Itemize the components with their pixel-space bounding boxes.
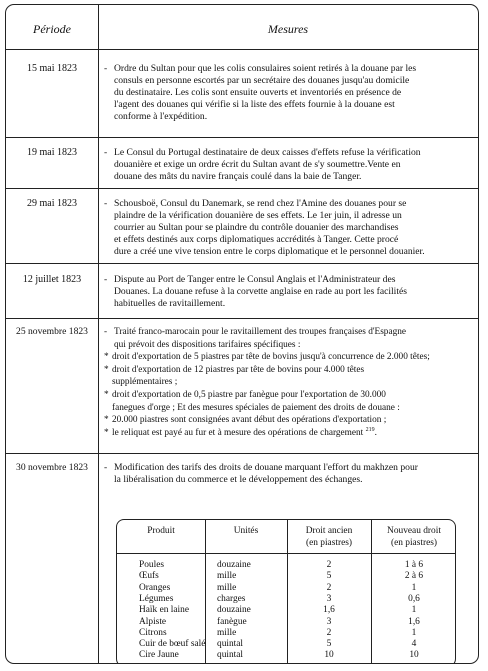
period-cell: 30 novembre 1823 [16,462,88,473]
tariff-new-duty: 2 à 6 [404,571,424,582]
measure-cell: - Ordre du Sultan pour que les colis consulaires soient retirés à la douane par les consuls en personne escortés par un secrétaire des douanes jusqu'au domicile du destinataire. Les colis sont ensuite ouverts et inventoriés en présence de l'agent des douanes qui vérifie si la liste des effets fournie à la douane est conforme à l'expédition. [104,63,417,123]
tariff-old-duty: 3 [326,616,332,627]
tariff-unit: mille [217,582,237,593]
tariff-old-duty: 2 [326,560,332,570]
period-cell: 25 novembre 1823 [16,326,88,337]
tariff-unit: quintal [217,650,244,661]
table-header-row [6,5,478,50]
tariff-unit: mille [217,627,237,638]
table-row [6,137,478,189]
period-cell: 19 mai 1823 [27,147,77,158]
measure-cell: - Traité franco-marocain pour le ravitaillement des troupes françaises d'Espagne qui prévoit des dispositions tarifaires spécifiques : * droit d'exportation de 5 piastres par tête de bovins jusqu'à concurrence de 2.000 têtes; * droit d'exportation de 12 piastres par tête de bovins pour 4.000 têtes supplémentaires ; * droit d'exportation de 0,5 piastre par fanègue pour l'exportation de 30.000 fanegues d'orge ; Et des mesures spéciales de paiement des droits de douane : * 20.000 piastres sont consignées avant début des opérations d'exportation ; * le reliquat est payé au fur et à mesure des opérations de chargement $^{219}$. [104,327,430,438]
tariff-new-duty: 1,6 [408,616,420,627]
tariff-unit: mille [217,571,237,582]
tariff-old-duty: 10 [324,650,334,661]
customs-measures-table [5,4,479,664]
table-row [6,263,478,319]
tariff-product: Cire Jaune [139,650,179,661]
tariff-product: Cuir de bœuf salé [139,639,206,650]
tariff-new-duty: 4 [411,639,417,650]
measure-cell: - Schousboë, Consul du Danemark, se rend chez l'Amine des douanes pour se plaindre de la vérification douanière de ses effets. Le 1er juin, il adresse un courrier au Sultan pour se plaindre du contrôle douanier des marchandises et effets destinés aux corps diplomatiques accrédités à Tanger. Cette procé dure a créé une vive tension entre le corps diplomatique et le personnel douanier. [104,198,425,258]
period-cell: 15 mai 1823 [27,63,77,74]
tariff-unit: charges [217,593,246,604]
tariff-old-duty: 5 [326,571,332,582]
tariff-unit: douzaine [217,560,251,570]
measure-cell: - Modification des tarifs des droits de douane marquant l'effort du makhzen pour la libéralisation du commerce et le développement des échanges. Produit Unités Droit ancien (en piastres) Nouveau droit (en piastres) Poules douzaine 2 1 à 6 Œufs mille 5 2 à 6 Oranges mille 2 1 Légumes charges 3 0,6 Haïk en laine douzaine 1,6 1 Alpiste fanègue 3 1,6 Citrons mille 2 1 Cuir de bœuf salé quintal 5 4 Cire Jaune quintal 10 10 [104,462,472,486]
tariff-unit: douzaine [217,605,251,616]
tariff-old-duty: 2 [326,582,332,593]
footnote-ref: 219 [365,426,375,433]
tariff-product: Légumes [139,593,174,604]
tariff-product: Oranges [139,582,171,593]
tariff-new-duty: 10 [409,650,419,661]
tariff-old-duty: 5 [326,639,332,650]
tariff-new-duty: 0,6 [408,593,420,604]
tariff-header-old: Droit ancien (en piastres) [305,526,353,548]
tariff-old-duty: 3 [326,593,332,604]
tariff-header-units: Unités [233,526,259,536]
tariff-old-duty: 2 [326,627,332,638]
tariff-unit: fanègue [217,616,247,627]
tariff-product: Œufs [139,571,159,582]
table-row [6,318,478,454]
tariff-header-divider [117,553,455,554]
tariff-product: Citrons [139,627,167,638]
tariff-product: Alpiste [139,616,167,627]
tariff-product: Haïk en laine [139,605,189,616]
tariff-product: Poules [139,560,165,570]
tariff-old-duty: 1,6 [323,605,335,616]
tariff-new-duty: 1 [411,582,417,593]
table-row [6,453,478,664]
tariff-new-duty: 1 à 6 [404,560,424,570]
tariff-unit: quintal [217,639,244,650]
tariff-table [116,519,456,664]
tariff-header-new: Nouveau droit (en piastres) [387,526,441,548]
measure-cell: - Dispute au Port de Tanger entre le Consul Anglais et l'Administrateur des Douanes. La douane refuse à la corvette anglaise en rade au port les facilités habituelles de ravitaillement. [104,274,408,310]
measure-cell: - Le Consul du Portugal destinataire de deux caisses d'effets refuse la vérification douanière et exige un ordre écrit du Sultan avant de s'y soumettre.Vente en douane des mâts du navire français coulé dans la baie de Tanger. [104,147,421,183]
table-row [6,49,478,138]
period-cell: 12 juillet 1823 [22,274,82,285]
table-row [6,188,478,264]
tariff-new-duty: 1 [411,627,417,638]
tariff-new-duty: 1 [411,605,417,616]
header-period: Période [33,22,71,36]
period-cell: 29 mai 1823 [27,198,77,209]
tariff-header-product: Produit [147,526,175,536]
header-measures: Mesures [267,22,309,36]
